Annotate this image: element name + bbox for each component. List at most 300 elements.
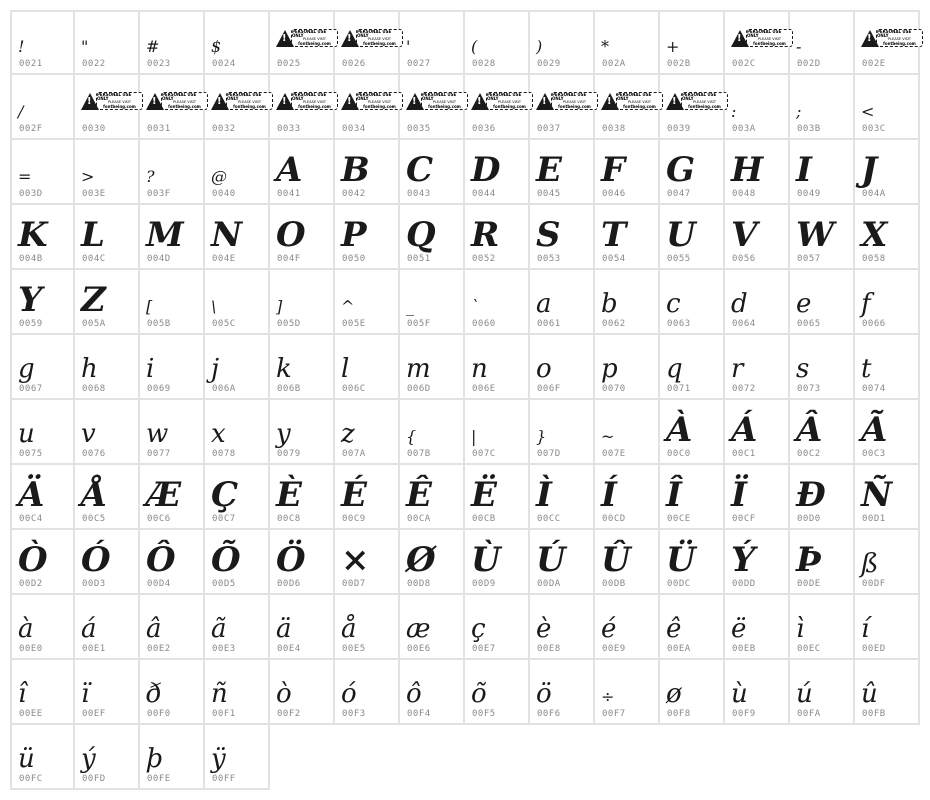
glyph-cell-0041 bbox=[270, 140, 335, 205]
warning-triangle-icon bbox=[471, 93, 489, 110]
glyph-preview: r bbox=[731, 354, 744, 384]
personal-use-badge bbox=[341, 91, 403, 111]
glyph-preview: Î bbox=[666, 475, 682, 515]
glyph-cell-00e3 bbox=[205, 595, 270, 660]
glyph-code-label: 0050 bbox=[342, 254, 366, 264]
badge-line-1: PERSONAL USE ONLY bbox=[487, 92, 522, 102]
glyph-code-label: 0044 bbox=[472, 189, 496, 199]
glyph-code-label: 00CB bbox=[472, 514, 496, 524]
glyph-cell-00ea bbox=[660, 595, 725, 660]
glyph-preview: Ý bbox=[731, 540, 756, 580]
badge-line-3: fontbeing.com bbox=[688, 103, 721, 109]
glyph-preview: Ò bbox=[18, 540, 48, 580]
glyph-code-label: 007B bbox=[407, 449, 431, 459]
glyph-preview: Ù bbox=[471, 540, 501, 580]
badge-line-3: fontbeing.com bbox=[103, 103, 136, 109]
glyph-cell-00f5 bbox=[465, 660, 530, 725]
glyph-code-label: 00DD bbox=[732, 579, 756, 589]
glyph-preview: ô bbox=[406, 679, 422, 709]
glyph-preview: x bbox=[211, 419, 226, 449]
glyph-preview: Y bbox=[18, 280, 43, 320]
glyph-preview: S bbox=[536, 215, 561, 255]
glyph-preview: ? bbox=[146, 167, 155, 186]
badge-line-2: PLEASE VISIT bbox=[627, 100, 652, 105]
glyph-code-label: 006C bbox=[342, 384, 366, 394]
glyph-cell-002a bbox=[595, 10, 660, 75]
glyph-preview: G bbox=[666, 150, 696, 190]
glyph-code-label: 00E2 bbox=[147, 644, 171, 654]
glyph-cell-00da bbox=[530, 530, 595, 595]
glyph-preview: ! bbox=[18, 37, 25, 56]
glyph-cell-00f8 bbox=[660, 660, 725, 725]
glyph-code-label: 002A bbox=[602, 59, 626, 69]
glyph-code-label: 00FD bbox=[82, 774, 106, 784]
glyph-preview: À bbox=[666, 410, 693, 450]
badge-line-3: fontbeing.com bbox=[428, 103, 461, 109]
glyph-code-label: 00EF bbox=[82, 709, 106, 719]
glyph-cell-0062 bbox=[595, 270, 660, 335]
glyph-code-label: 0040 bbox=[212, 189, 236, 199]
badge-line-1: PERSONAL USE ONLY bbox=[682, 92, 717, 102]
glyph-cell-0068 bbox=[75, 335, 140, 400]
glyph-cell-00c5 bbox=[75, 465, 140, 530]
personal-use-badge bbox=[81, 91, 143, 111]
glyph-code-label: 0051 bbox=[407, 254, 431, 264]
glyph-cell-0031 bbox=[140, 75, 205, 140]
glyph-code-label: 0071 bbox=[667, 384, 691, 394]
glyph-code-label: 00F8 bbox=[667, 709, 691, 719]
glyph-code-label: 00D4 bbox=[147, 579, 171, 589]
glyph-cell-00ca bbox=[400, 465, 465, 530]
glyph-preview: " bbox=[81, 37, 89, 56]
glyph-preview: _ bbox=[406, 297, 414, 316]
glyph-cell-00e7 bbox=[465, 595, 530, 660]
glyph-preview: l bbox=[341, 354, 350, 384]
glyph-cell-005b bbox=[140, 270, 205, 335]
glyph-preview: ö bbox=[536, 679, 552, 709]
glyph-cell-0042 bbox=[335, 140, 400, 205]
glyph-preview: I bbox=[796, 150, 812, 190]
glyph-code-label: 005C bbox=[212, 319, 236, 329]
glyph-code-label: 0033 bbox=[277, 124, 301, 134]
glyph-cell-005f bbox=[400, 270, 465, 335]
glyph-preview: z bbox=[341, 419, 355, 449]
glyph-cell-00cf bbox=[725, 465, 790, 530]
glyph-preview: á bbox=[81, 614, 97, 644]
glyph-preview: ` bbox=[471, 297, 479, 316]
glyph-preview: Ì bbox=[536, 475, 552, 515]
warning-triangle-icon bbox=[276, 93, 294, 110]
glyph-preview: E bbox=[536, 150, 562, 190]
glyph-code-label: 0058 bbox=[862, 254, 886, 264]
badge-line-3: fontbeing.com bbox=[493, 103, 526, 109]
glyph-cell-00eb bbox=[725, 595, 790, 660]
glyph-cell-00c8 bbox=[270, 465, 335, 530]
glyph-code-label: 0029 bbox=[537, 59, 561, 69]
glyph-preview: v bbox=[81, 419, 96, 449]
badge-text-box bbox=[161, 92, 208, 110]
glyph-code-label: 006F bbox=[537, 384, 561, 394]
glyph-code-label: 0047 bbox=[667, 189, 691, 199]
glyph-cell-00f2 bbox=[270, 660, 335, 725]
badge-text-box bbox=[486, 92, 533, 110]
glyph-code-label: 0076 bbox=[82, 449, 106, 459]
glyph-cell-003b bbox=[790, 75, 855, 140]
glyph-cell-00c1 bbox=[725, 400, 790, 465]
glyph-cell-0065 bbox=[790, 270, 855, 335]
glyph-code-label: 003D bbox=[19, 189, 43, 199]
glyph-preview: Ô bbox=[146, 540, 176, 580]
glyph-code-label: 00C8 bbox=[277, 514, 301, 524]
glyph-preview: í bbox=[861, 614, 870, 644]
badge-line-2: PLEASE VISIT bbox=[367, 37, 392, 42]
badge-line-2: PLEASE VISIT bbox=[887, 37, 912, 42]
glyph-cell-00d3 bbox=[75, 530, 140, 595]
glyph-code-label: 006B bbox=[277, 384, 301, 394]
glyph-code-label: 006D bbox=[407, 384, 431, 394]
glyph-preview: s bbox=[796, 354, 810, 384]
glyph-preview: - bbox=[796, 37, 802, 56]
glyph-preview: f bbox=[861, 289, 871, 319]
glyph-cell-00d9 bbox=[465, 530, 530, 595]
glyph-code-label: 0049 bbox=[797, 189, 821, 199]
glyph-preview: Z bbox=[81, 280, 106, 320]
glyph-preview: ï bbox=[81, 679, 90, 709]
glyph-cell-003f bbox=[140, 140, 205, 205]
glyph-preview: è bbox=[536, 614, 552, 644]
badge-text-box bbox=[291, 29, 338, 47]
badge-line-1: PERSONAL USE ONLY bbox=[552, 92, 587, 102]
personal-use-badge bbox=[861, 28, 923, 48]
personal-use-badge bbox=[276, 91, 338, 111]
glyph-code-label: 003B bbox=[797, 124, 821, 134]
glyph-code-label: 0022 bbox=[82, 59, 106, 69]
glyph-code-label: 00D9 bbox=[472, 579, 496, 589]
glyph-code-label: 0025 bbox=[277, 59, 301, 69]
glyph-code-label: 00DC bbox=[667, 579, 691, 589]
glyph-code-label: 00C5 bbox=[82, 514, 106, 524]
glyph-code-label: 00CE bbox=[667, 514, 691, 524]
glyph-preview: Å bbox=[81, 475, 108, 515]
glyph-cell-0063 bbox=[660, 270, 725, 335]
glyph-preview: < bbox=[861, 102, 875, 121]
glyph-preview: Ã bbox=[861, 410, 888, 450]
glyph-cell-00ee bbox=[10, 660, 75, 725]
glyph-preview: $ bbox=[211, 37, 222, 56]
badge-line-2: PLEASE VISIT bbox=[757, 37, 782, 42]
badge-text-box bbox=[876, 29, 923, 47]
glyph-cell-003e bbox=[75, 140, 140, 205]
glyph-code-label: 0052 bbox=[472, 254, 496, 264]
badge-line-2: PLEASE VISIT bbox=[172, 100, 197, 105]
glyph-code-label: 003A bbox=[732, 124, 756, 134]
badge-line-3: fontbeing.com bbox=[623, 103, 656, 109]
glyph-code-label: 004E bbox=[212, 254, 236, 264]
glyph-code-label: 005E bbox=[342, 319, 366, 329]
glyph-code-label: 0043 bbox=[407, 189, 431, 199]
personal-use-badge bbox=[406, 91, 468, 111]
glyph-code-label: 0075 bbox=[19, 449, 43, 459]
glyph-preview: h bbox=[81, 354, 98, 384]
glyph-code-label: 0054 bbox=[602, 254, 626, 264]
glyph-code-label: 006A bbox=[212, 384, 236, 394]
glyph-code-label: 00E9 bbox=[602, 644, 626, 654]
badge-line-2: PLEASE VISIT bbox=[302, 37, 327, 42]
glyph-cell-0067 bbox=[10, 335, 75, 400]
glyph-preview: ä bbox=[276, 614, 292, 644]
glyph-cell-00e2 bbox=[140, 595, 205, 660]
glyph-code-label: 0028 bbox=[472, 59, 496, 69]
glyph-code-label: 00C0 bbox=[667, 449, 691, 459]
glyph-code-label: 003C bbox=[862, 124, 886, 134]
glyph-code-label: 00FB bbox=[862, 709, 886, 719]
glyph-code-label: 00C2 bbox=[797, 449, 821, 459]
glyph-code-label: 0034 bbox=[342, 124, 366, 134]
glyph-code-label: 00E7 bbox=[472, 644, 496, 654]
glyph-cell-004a bbox=[855, 140, 920, 205]
glyph-cell-007a bbox=[335, 400, 400, 465]
glyph-cell-002d bbox=[790, 10, 855, 75]
warning-triangle-icon bbox=[211, 93, 229, 110]
glyph-preview: m bbox=[406, 354, 431, 384]
glyph-code-label: 007E bbox=[602, 449, 626, 459]
glyph-preview: J bbox=[861, 150, 878, 190]
glyph-cell-0057 bbox=[790, 205, 855, 270]
glyph-code-label: 006E bbox=[472, 384, 496, 394]
glyph-code-label: 00C6 bbox=[147, 514, 171, 524]
glyph-preview: > bbox=[81, 167, 95, 186]
glyph-cell-00e6 bbox=[400, 595, 465, 660]
glyph-code-label: 0063 bbox=[667, 319, 691, 329]
glyph-code-label: 00F5 bbox=[472, 709, 496, 719]
glyph-preview: a bbox=[536, 289, 552, 319]
glyph-cell-003d bbox=[10, 140, 75, 205]
glyph-cell-00c2 bbox=[790, 400, 855, 465]
glyph-preview: æ bbox=[406, 614, 431, 644]
glyph-preview: à bbox=[18, 614, 34, 644]
glyph-cell-00f7 bbox=[595, 660, 660, 725]
glyph-cell-0032 bbox=[205, 75, 270, 140]
glyph-cell-0056 bbox=[725, 205, 790, 270]
glyph-cell-0035 bbox=[400, 75, 465, 140]
glyph-cell-00f0 bbox=[140, 660, 205, 725]
glyph-code-label: 00F9 bbox=[732, 709, 756, 719]
glyph-cell-0066 bbox=[855, 270, 920, 335]
glyph-code-label: 0048 bbox=[732, 189, 756, 199]
glyph-cell-00e5 bbox=[335, 595, 400, 660]
badge-line-1: PERSONAL USE ONLY bbox=[422, 92, 457, 102]
glyph-preview: ; bbox=[796, 102, 802, 121]
glyph-preview: N bbox=[211, 215, 243, 255]
badge-text-box bbox=[421, 92, 468, 110]
glyph-preview: * bbox=[601, 37, 609, 56]
glyph-cell-0040 bbox=[205, 140, 270, 205]
glyph-cell-0043 bbox=[400, 140, 465, 205]
glyph-code-label: 0066 bbox=[862, 319, 886, 329]
glyph-code-label: 004F bbox=[277, 254, 301, 264]
glyph-code-label: 00D6 bbox=[277, 579, 301, 589]
glyph-preview: Ö bbox=[276, 540, 306, 580]
glyph-cell-0059 bbox=[10, 270, 75, 335]
glyph-cell-0070 bbox=[595, 335, 660, 400]
glyph-preview: C bbox=[406, 150, 434, 190]
badge-line-1: PERSONAL USE ONLY bbox=[162, 92, 197, 102]
glyph-preview: g bbox=[18, 354, 35, 384]
glyph-code-label: 00C9 bbox=[342, 514, 366, 524]
glyph-cell-004d bbox=[140, 205, 205, 270]
glyph-cell-0073 bbox=[790, 335, 855, 400]
badge-text-box bbox=[551, 92, 598, 110]
glyph-preview: ý bbox=[81, 744, 96, 774]
glyph-cell-007e bbox=[595, 400, 660, 465]
glyph-cell-0021 bbox=[10, 10, 75, 75]
glyph-preview: Ñ bbox=[861, 475, 893, 515]
glyph-preview: Ð bbox=[796, 475, 826, 515]
glyph-preview: ó bbox=[341, 679, 357, 709]
glyph-preview: þ bbox=[146, 744, 163, 774]
glyph-preview: Ø bbox=[406, 540, 436, 580]
glyph-cell-0038 bbox=[595, 75, 660, 140]
glyph-code-label: 00D0 bbox=[797, 514, 821, 524]
glyph-code-label: 00FC bbox=[19, 774, 43, 784]
glyph-cell-0052 bbox=[465, 205, 530, 270]
glyph-cell-0064 bbox=[725, 270, 790, 335]
glyph-preview: u bbox=[18, 419, 35, 449]
glyph-code-label: 0031 bbox=[147, 124, 171, 134]
glyph-code-label: 0039 bbox=[667, 124, 691, 134]
glyph-cell-0034 bbox=[335, 75, 400, 140]
glyph-cell-007b bbox=[400, 400, 465, 465]
glyph-code-label: 0059 bbox=[19, 319, 43, 329]
glyph-cell-0069 bbox=[140, 335, 205, 400]
glyph-cell-0074 bbox=[855, 335, 920, 400]
glyph-code-label: 00F3 bbox=[342, 709, 366, 719]
glyph-cell-00f6 bbox=[530, 660, 595, 725]
glyph-code-label: 0073 bbox=[797, 384, 821, 394]
glyph-preview: ð bbox=[146, 679, 162, 709]
glyph-code-label: 00ED bbox=[862, 644, 886, 654]
glyph-cell-00d0 bbox=[790, 465, 855, 530]
glyph-preview: c bbox=[666, 289, 681, 319]
glyph-code-label: 004C bbox=[82, 254, 106, 264]
glyph-preview: ò bbox=[276, 679, 292, 709]
glyph-cell-002f bbox=[10, 75, 75, 140]
glyph-preview: Á bbox=[731, 410, 758, 450]
glyph-code-label: 00DF bbox=[862, 579, 886, 589]
glyph-code-label: 0055 bbox=[667, 254, 691, 264]
glyph-cell-005d bbox=[270, 270, 335, 335]
glyph-code-label: 00EE bbox=[19, 709, 43, 719]
glyph-code-label: 002E bbox=[862, 59, 886, 69]
warning-triangle-icon bbox=[341, 30, 359, 47]
glyph-preview: Ú bbox=[536, 540, 566, 580]
glyph-cell-003a bbox=[725, 75, 790, 140]
glyph-code-label: 00FF bbox=[212, 774, 236, 784]
glyph-code-label: 0024 bbox=[212, 59, 236, 69]
glyph-preview: k bbox=[276, 354, 292, 384]
glyph-cell-00d1 bbox=[855, 465, 920, 530]
glyph-preview: ] bbox=[276, 297, 283, 316]
glyph-preview: ñ bbox=[211, 679, 228, 709]
glyph-code-label: 0053 bbox=[537, 254, 561, 264]
warning-triangle-icon bbox=[666, 93, 684, 110]
glyph-cell-003c bbox=[855, 75, 920, 140]
glyph-cell-0058 bbox=[855, 205, 920, 270]
glyph-preview: } bbox=[536, 427, 547, 446]
glyph-code-label: 00E6 bbox=[407, 644, 431, 654]
glyph-cell-007c bbox=[465, 400, 530, 465]
glyph-cell-005c bbox=[205, 270, 270, 335]
personal-use-badge bbox=[536, 91, 598, 111]
warning-triangle-icon bbox=[861, 30, 879, 47]
glyph-cell-0026 bbox=[335, 10, 400, 75]
glyph-preview: H bbox=[731, 150, 764, 190]
glyph-preview: ÿ bbox=[211, 744, 226, 774]
glyph-code-label: 00F7 bbox=[602, 709, 626, 719]
glyph-preview: Q bbox=[406, 215, 436, 255]
glyph-preview: é bbox=[601, 614, 617, 644]
glyph-cell-00ec bbox=[790, 595, 855, 660]
glyph-cell-00ce bbox=[660, 465, 725, 530]
glyph-cell-00f4 bbox=[400, 660, 465, 725]
glyph-code-label: 0078 bbox=[212, 449, 236, 459]
glyph-code-label: 0021 bbox=[19, 59, 43, 69]
glyph-code-label: 003E bbox=[82, 189, 106, 199]
glyph-code-label: 00CD bbox=[602, 514, 626, 524]
glyph-preview: ( bbox=[471, 37, 478, 56]
badge-line-2: PLEASE VISIT bbox=[497, 100, 522, 105]
glyph-cell-004e bbox=[205, 205, 270, 270]
glyph-cell-0051 bbox=[400, 205, 465, 270]
glyph-code-label: 0064 bbox=[732, 319, 756, 329]
badge-text-box bbox=[746, 29, 793, 47]
glyph-preview: o bbox=[536, 354, 552, 384]
glyph-code-label: 0060 bbox=[472, 319, 496, 329]
badge-line-2: PLEASE VISIT bbox=[562, 100, 587, 105]
glyph-code-label: 00D8 bbox=[407, 579, 431, 589]
glyph-cell-00e9 bbox=[595, 595, 660, 660]
glyph-cell-00df bbox=[855, 530, 920, 595]
glyph-cell-00cb bbox=[465, 465, 530, 530]
badge-text-box bbox=[356, 29, 403, 47]
badge-line-1: PERSONAL USE ONLY bbox=[747, 29, 782, 39]
glyph-code-label: 005F bbox=[407, 319, 431, 329]
glyph-code-label: 00CA bbox=[407, 514, 431, 524]
glyph-cell-00cc bbox=[530, 465, 595, 530]
glyph-code-label: 0027 bbox=[407, 59, 431, 69]
badge-line-1: PERSONAL USE ONLY bbox=[877, 29, 912, 39]
glyph-cell-002b bbox=[660, 10, 725, 75]
glyph-cell-00db bbox=[595, 530, 660, 595]
glyph-cell-00c0 bbox=[660, 400, 725, 465]
glyph-code-label: 00DB bbox=[602, 579, 626, 589]
glyph-cell-00d2 bbox=[10, 530, 75, 595]
glyph-cell-00c3 bbox=[855, 400, 920, 465]
glyph-cell-0045 bbox=[530, 140, 595, 205]
glyph-preview: \ bbox=[211, 297, 217, 316]
glyph-cell-0027 bbox=[400, 10, 465, 75]
glyph-code-label: 00EB bbox=[732, 644, 756, 654]
glyph-code-label: 0067 bbox=[19, 384, 43, 394]
badge-line-2: PLEASE VISIT bbox=[432, 100, 457, 105]
glyph-cell-0046 bbox=[595, 140, 660, 205]
badge-line-1: PERSONAL USE ONLY bbox=[292, 92, 327, 102]
glyph-code-label: 004B bbox=[19, 254, 43, 264]
glyph-preview: û bbox=[861, 679, 878, 709]
glyph-cell-0044 bbox=[465, 140, 530, 205]
glyph-code-label: 0032 bbox=[212, 124, 236, 134]
glyph-cell-0047 bbox=[660, 140, 725, 205]
